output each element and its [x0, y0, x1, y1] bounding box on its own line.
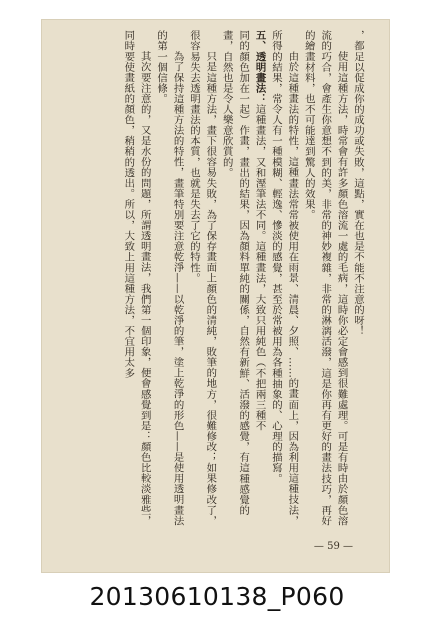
- paragraph-5: 只是這種方法，畫下很容易失敗，為了保存畫面上顏色的清純，敗筆的地方，很難修改；如果修改了，很容易失去透明畫法的本質，也就是失去了它的特性。: [187, 30, 217, 526]
- paragraph-1: ，都足以促成你的成功或失敗，這點，實在也是不能不注意的呀！: [352, 30, 364, 336]
- paragraph-4: 同的顏色加在一起）作畫，畫出的結果，因為顏料單純的關係，自然有新鮮、活潑的感覺，有這種感覺的畫，自然也是令人樂意欣賞的。: [220, 30, 250, 516]
- section-heading-paragraph: [251, 30, 267, 530]
- page-body-text: [58, 30, 366, 530]
- paragraph-7: 其次要注意的，又是水份的問題，所謂透明畫法，我們第一個印象，便會感覺到是：顏色比較淡雅些，同時要使畫紙的顏色，稍稍的透出。所以，大致上用這種方法，不宜用太多: [122, 30, 151, 526]
- paragraph-6: 為了保持這種方法的特性，畫筆特別要注意乾淨——以乾淨的筆，塗上乾淨的形色——是使用透明畫法的第一個信條。: [155, 30, 184, 526]
- image-caption: 20130610138_P060: [89, 582, 345, 611]
- page-number: — 59 —: [313, 541, 353, 552]
- section-heading-text: 這種畫法，又和溼筆法不同。這種畫法，大致只用純色（不把兩三種不: [253, 103, 266, 431]
- book-page: [42, 20, 389, 572]
- paragraph-2: 使用這種方法，時常會有許多顏色溶流一處的毛病，這時你必定會感到很難處理。可是有時由於顏色溶流的巧合，會產生你意想不到的美，非常的神妙複雜，非常的淋漓活潑，這是你再有更好的畫法技巧，再好的繪畫材料，也不可能達到驚人的效果。: [302, 30, 348, 526]
- paragraph-3: 由於這種畫法的特性，這種畫法常常被使用在雨景、清晨、夕照、……的畫面上，因為利用這種技法，所得的結果，常令人有一種模糊、輕逸、慘淡的感覺，甚至於常被用為各種抽象的、心理的描寫。: [269, 30, 299, 526]
- section-heading: 五、透明畫法：: [253, 30, 266, 104]
